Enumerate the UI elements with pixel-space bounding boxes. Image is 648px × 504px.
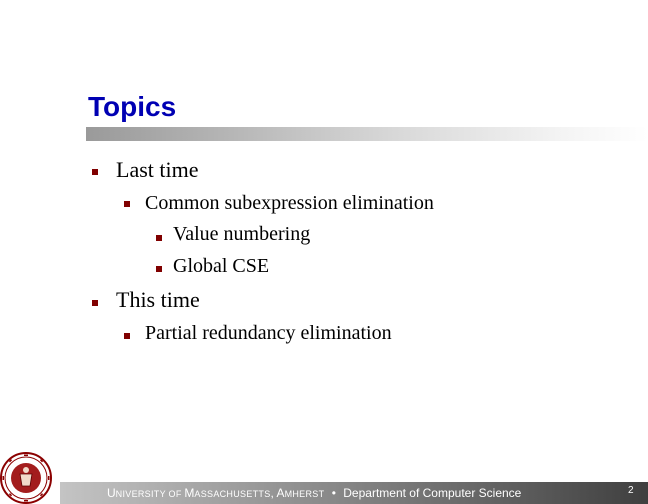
footer-university-part: NIVERSITY OF <box>115 489 185 499</box>
footer-university-part: M <box>184 486 195 500</box>
footer-university-part: MHERST <box>284 489 325 499</box>
footer-university-part: ASSACHUSETTS <box>194 489 271 499</box>
outline-item-cse: Common subexpression elimination <box>145 192 434 214</box>
footer-separator: • <box>331 486 336 500</box>
university-seal-icon <box>0 452 52 504</box>
bullet-icon <box>124 201 130 207</box>
footer-department: Department of Computer Science <box>343 486 522 500</box>
title-underline-bar <box>86 127 648 141</box>
outline-item-pre: Partial redundancy elimination <box>145 322 392 344</box>
bullet-icon <box>124 333 130 339</box>
footer-university-part: , A <box>270 486 285 500</box>
bullet-icon <box>92 300 98 306</box>
outline-item-global-cse: Global CSE <box>173 255 270 277</box>
footer-text <box>107 485 521 502</box>
outline-item-this-time: This time <box>116 287 200 312</box>
page-number: 2 <box>628 485 634 496</box>
bullet-icon <box>92 169 98 175</box>
slide-title: Topics <box>88 91 177 122</box>
footer-university-part: U <box>107 486 116 500</box>
bullet-icon <box>156 266 162 272</box>
bullet-icon <box>156 235 162 241</box>
outline-item-value-numbering: Value numbering <box>173 223 311 245</box>
outline-item-last-time: Last time <box>116 157 199 182</box>
